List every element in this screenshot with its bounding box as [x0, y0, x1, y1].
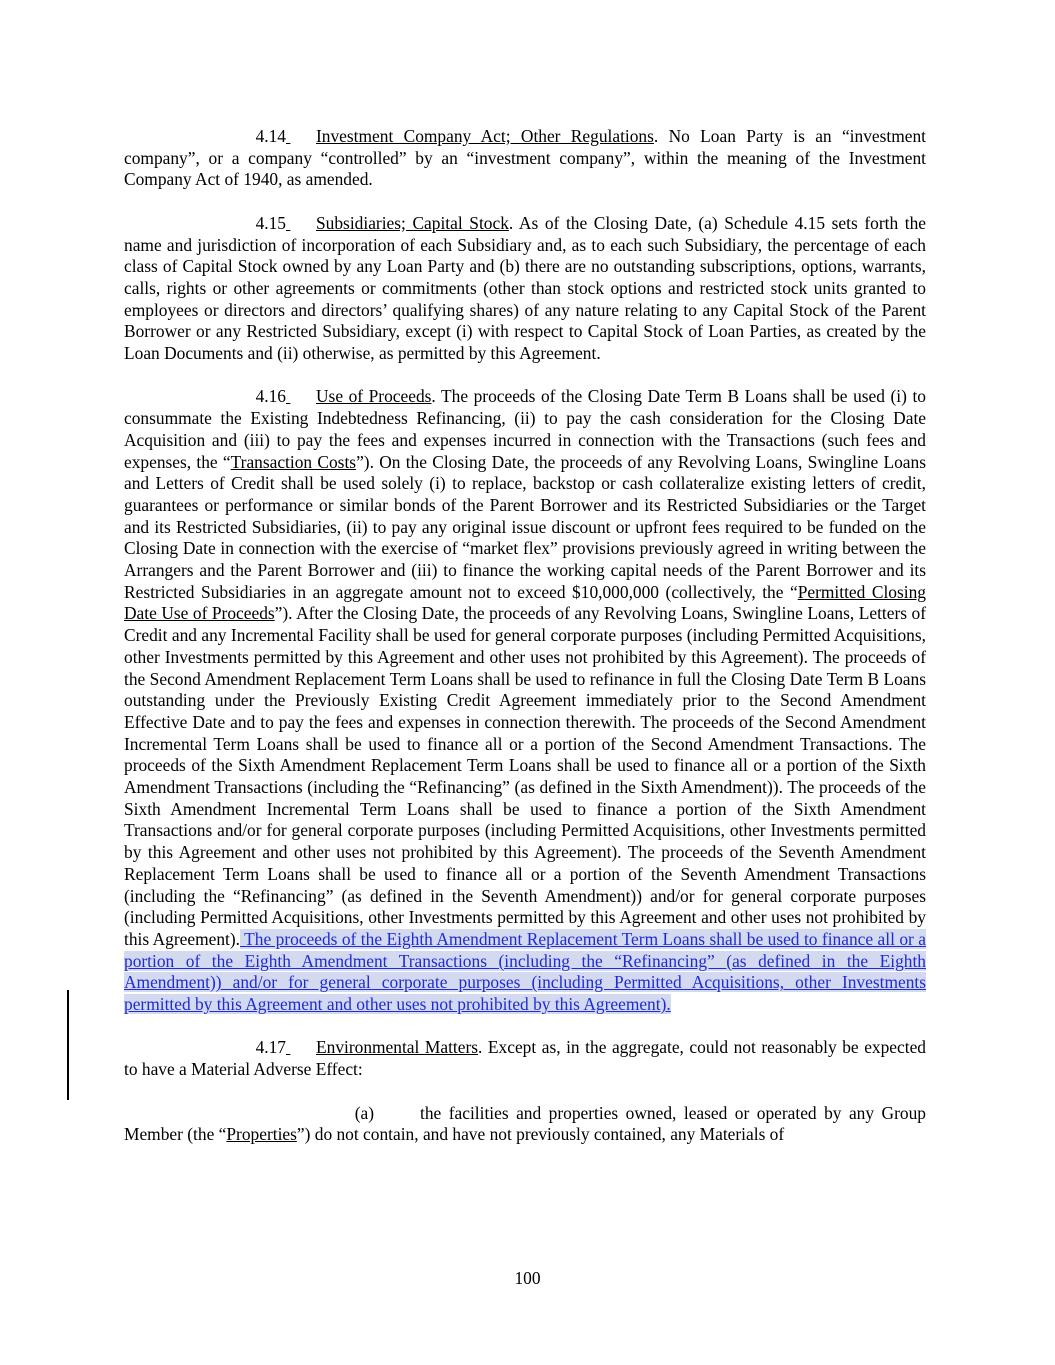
defined-term: Transaction Costs: [230, 451, 357, 472]
section-4-16: [124, 386, 926, 1015]
defined-term: Permitted Closing Date Use of Proceeds: [124, 581, 926, 624]
clause-label: (a): [354, 1102, 374, 1123]
clause-body-part: the facilities and properties owned, leased or operated by any Group Member (the “: [124, 1102, 926, 1145]
section-heading: Use of Proceeds: [316, 386, 432, 407]
section-body-part: ”). On the Closing Date, the proceeds of any Revolving Loans, Swingline Loans and Letters of Credit shall be used solely (i) to replace, backstop or cash collateralize existing letters of credit, guarantees or performance or similar bonds of the Parent Borrower and its Restricted Subsidiaries or the Target and its Restricted Subsidiaries, (ii) to pay any original issue discount or upfront fees required to be funded on the Closing Date in connection with the exercise of “market flex” provisions previously agreed in writing between the Arrangers and the Parent Borrower and (iii) to finance the working capital needs of the Parent Borrower and its Restricted Subsidiaries in an aggregate amount not to exceed $10,000,000 (collectively, the “: [124, 451, 926, 602]
section-body-part: . The proceeds of the Closing Date Term B Loans shall be used (i) to consummate the Existing Indebtedness Refinancing, (ii) to pay the cash consideration for the Closing Date Acquisition and (iii) to pay the fees and expenses incurred in connection with the Transactions (such fees and expenses, the “: [124, 386, 926, 472]
section-4-17-a: [124, 1103, 926, 1146]
revision-change-bar: [67, 990, 69, 1100]
section-body: . No Loan Party is an “investment company”, or a company “controlled” by an “investment company”, within the meaning of the Investment Company Act of 1940, as amended.: [124, 126, 926, 190]
section-heading: Subsidiaries; Capital Stock: [316, 212, 509, 233]
clause-body-part: ”) do not contain, and have not previously contained, any Materials of: [296, 1124, 785, 1145]
document-page: [124, 126, 926, 1146]
section-body: . Except as, in the aggregate, could not reasonably be expected to have a Material Adverse Effect:: [124, 1037, 926, 1080]
section-4-14: [124, 126, 926, 191]
section-number: 4.15: [255, 212, 286, 233]
section-number: 4.17: [255, 1037, 286, 1058]
section-heading: Environmental Matters: [316, 1037, 479, 1058]
section-body: . As of the Closing Date, (a) Schedule 4.15 sets forth the name and jurisdiction of incorporation of each Subsidiary and, as to each such Subsidiary, the percentage of each class of Capital Stock owned by any Loan Party and (b) there are no outstanding subscriptions, options, warrants, calls, rights or other agreements or commitments (other than stock options and restricted stock units granted to employees or directors and directors’ qualifying shares) of any nature relating to any Capital Stock of the Parent Borrower or any Restricted Subsidiary, except (i) with respect to Capital Stock of Loan Parties, as created by the Loan Documents and (ii) otherwise, as permitted by this Agreement.: [124, 212, 926, 364]
section-4-15: [124, 213, 926, 365]
section-body-part: ”). After the Closing Date, the proceeds of any Revolving Loans, Swingline Loans, Letters of Credit and any Incremental Facility shall be used for general corporate purposes (including Permitted Acquisitions, other Investments permitted by this Agreement and other uses not prohibited by this Agreement). The proceeds of the Second Amendment Replacement Term Loans shall be used to refinance in full the Closing Date Term B Loans outstanding under the Previously Existing Credit Agreement immediately prior to the Second Amendment Effective Date and to pay the fees and expenses in connection therewith. The proceeds of the Second Amendment Incremental Term Loans shall be used to finance all or a portion of the Second Amendment Transactions. The proceeds of the Sixth Amendment Replacement Term Loans shall be used to finance all or a portion of the Sixth Amendment Transactions (including the “Refinancing” (as defined in the Sixth Amendment)). The proceeds of the Sixth Amendment Incremental Term Loans shall be used to finance a portion of the Sixth Amendment Transactions and/or for general corporate purposes (including Permitted Acquisitions, other Investments permitted by this Agreement and other uses not prohibited by this Agreement). The proceeds of the Seventh Amendment Replacement Term Loans shall be used to finance all or a portion of the Seventh Amendment Transactions (including the “Refinancing” (as defined in the Seventh Amendment)) and/or for general corporate purposes (including Permitted Acquisitions, other Investments permitted by this Agreement and other uses not prohibited by this Agreement).: [124, 603, 927, 949]
section-number: 4.16: [255, 386, 286, 407]
page-number: 100: [514, 1268, 541, 1288]
inserted-revision-text: The proceeds of the Eighth Amendment Replacement Term Loans shall be used to finance all or a portion of the Eighth Amendment Transactions (including the “Refinancing” (as defined in the Eighth Amendment)) and/or for general corporate purposes (including Permitted Acquisitions, other Investments permitted by this Agreement and other uses not prohibited by this Agreement).: [124, 928, 926, 1015]
section-4-17: [124, 1037, 926, 1080]
section-heading: Investment Company Act; Other Regulations: [316, 126, 654, 146]
section-number: 4.14: [255, 126, 286, 146]
defined-term: Properties: [226, 1124, 297, 1145]
